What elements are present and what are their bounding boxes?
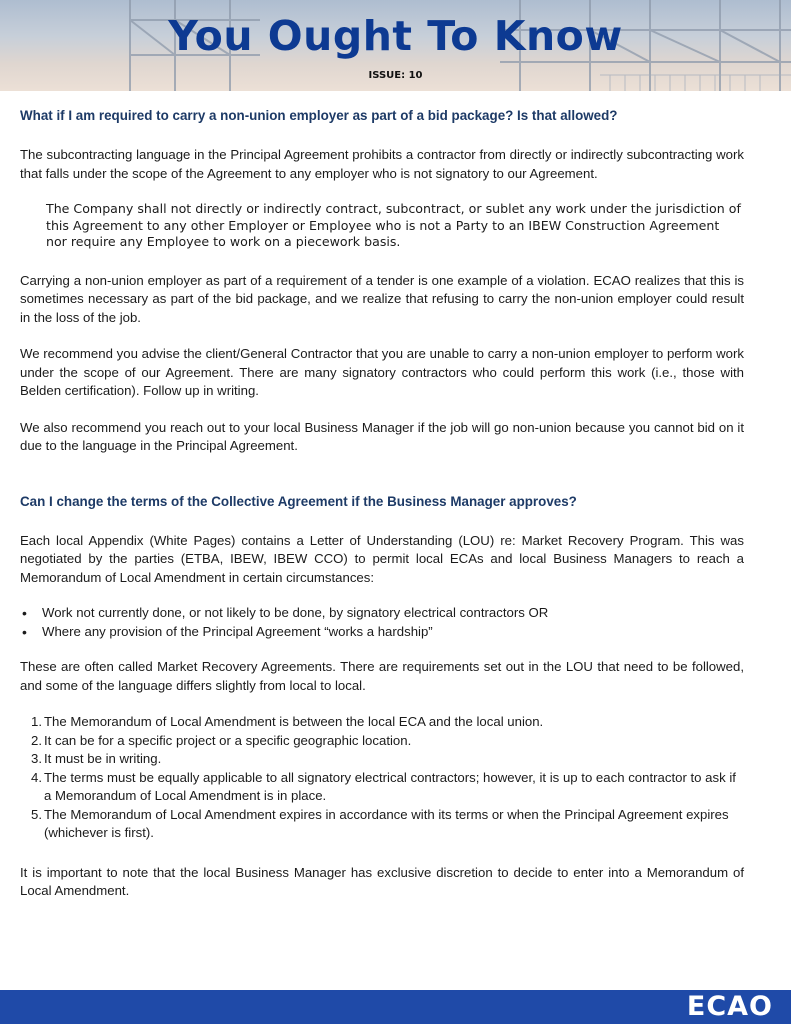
issue-number: ISSUE: 10 — [368, 70, 423, 81]
question-heading-2: Can I change the terms of the Collective Agreement if the Business Manager approves? — [20, 493, 577, 509]
paragraph: The subcontracting language in the Principal Agreement prohibits a contractor from directly or indirectly subcontracting work that falls under the scope of the Agreement to any employer who is not signatory to our Agreement. — [20, 147, 744, 181]
footer-bar — [0, 990, 791, 1024]
list-item: 2. It can be for a specific project or a specific geographic location. — [31, 732, 412, 748]
page-title: You Ought To Know — [168, 12, 623, 60]
list-item: 1. The Memorandum of Local Amendment is between the local ECA and the local union. — [31, 714, 544, 729]
list-item: 3. It must be in writing. — [31, 751, 162, 766]
paragraph: Carrying a non-union employer as part of a requirement of a tender is one example of a violation. ECAO realizes that this is sometimes necessary as part of the bid package, and we realize that refusing to carry the non-union employer could result in the loss of the job. — [20, 272, 744, 325]
bullet-list — [42, 604, 744, 641]
question-heading-1: What if I am required to carry a non-union employer as part of a bid package? Is that allowed? — [20, 108, 618, 123]
paragraph: These are often called Market Recovery Agreements. There are requirements set out in the LOU that need to be followed, and some of the language differs slightly from local to local. — [20, 659, 744, 693]
paragraph: It is important to note that the local Business Manager has exclusive discretion to decide to enter into a Memorandum of Local Amendment. — [20, 864, 744, 898]
list-item: • Work not currently done, or not likely to be done, by signatory electrical contractors OR — [42, 604, 744, 623]
paragraph: We also recommend you reach out to your local Business Manager if the job will go non-union because you cannot bid on it due to the language in the Principal Agreement. — [20, 419, 744, 453]
paragraph: We recommend you advise the client/General Contractor that you are unable to carry a non-union employer to perform work under the scope of our Agreement. There are many signatory contractors who could perform this work (i.e., those with Belden certification). Follow up in writing. — [20, 346, 744, 398]
paragraph: Each local Appendix (White Pages) contains a Letter of Understanding (LOU) re: Market Recovery Program. This was negotiated by the parties (ETBA, IBEW, IBEW CCO) to permit local ECAs and local Business Managers to reach a Memorandum of Local Amendment in certain circumstances: — [20, 532, 744, 585]
numbered-list — [20, 713, 744, 843]
list-item: • Where any provision of the Principal Agreement “works a hardship” — [42, 623, 744, 642]
agreement-quote: The Company shall not directly or indirectly contract, subcontract, or sublet any work under the jurisdiction of this Agreement to any other Employer or Employee who is not a Party to an IBEW Construction Agreement nor require any Employee to work on a piecework basis. — [46, 201, 741, 249]
ecao-logo: ECAO — [686, 991, 773, 1022]
list-item: 4. The terms must be equally applicable to all signatory electrical contractors; however, it is up to each contractor to ask if a Memorandum of Local Amendment is in place. — [31, 769, 736, 803]
list-item: 5. The Memorandum of Local Amendment expires in accordance with its terms or when the Principal Agreement expires (whichever is first). — [31, 806, 729, 840]
article-body — [20, 107, 744, 901]
header-banner — [0, 0, 791, 91]
